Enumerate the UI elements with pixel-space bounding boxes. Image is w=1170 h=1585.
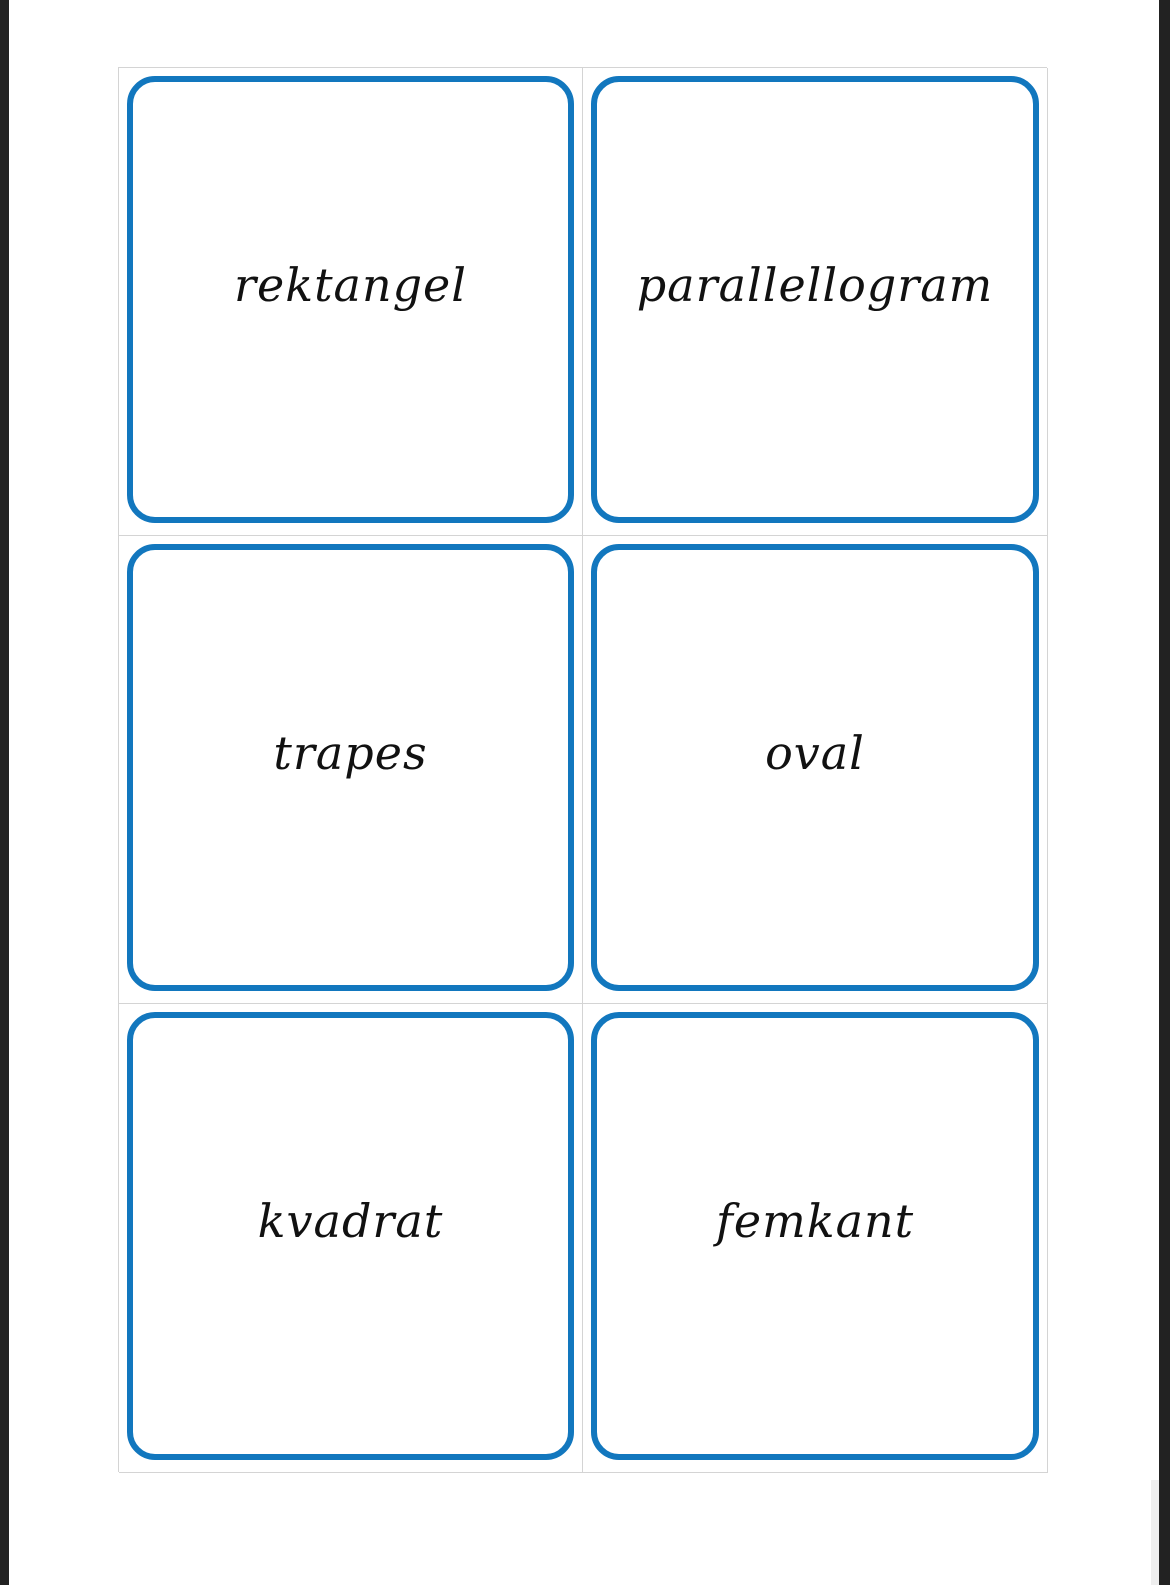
card-cell [119, 536, 583, 1004]
word-card [591, 544, 1039, 991]
window-edge-left [0, 0, 9, 1585]
card-cell [583, 68, 1048, 536]
card-cell [583, 1004, 1048, 1473]
card-word: kvadrat [257, 1194, 444, 1248]
word-card [127, 1012, 574, 1460]
card-cell [119, 1004, 583, 1473]
word-card [127, 544, 574, 991]
card-sheet [118, 67, 1047, 1472]
card-word: rektangel [233, 258, 467, 312]
word-card [127, 76, 574, 523]
window-edge-right [1159, 0, 1170, 1585]
card-word: femkant [715, 1194, 915, 1248]
card-cell [583, 536, 1048, 1004]
word-card [591, 1012, 1039, 1460]
card-word: oval [765, 726, 865, 780]
card-word: parallellogram [636, 258, 994, 312]
card-word: trapes [273, 726, 428, 780]
card-cell [119, 68, 583, 536]
scrollbar[interactable] [1151, 1480, 1159, 1585]
word-card [591, 76, 1039, 523]
